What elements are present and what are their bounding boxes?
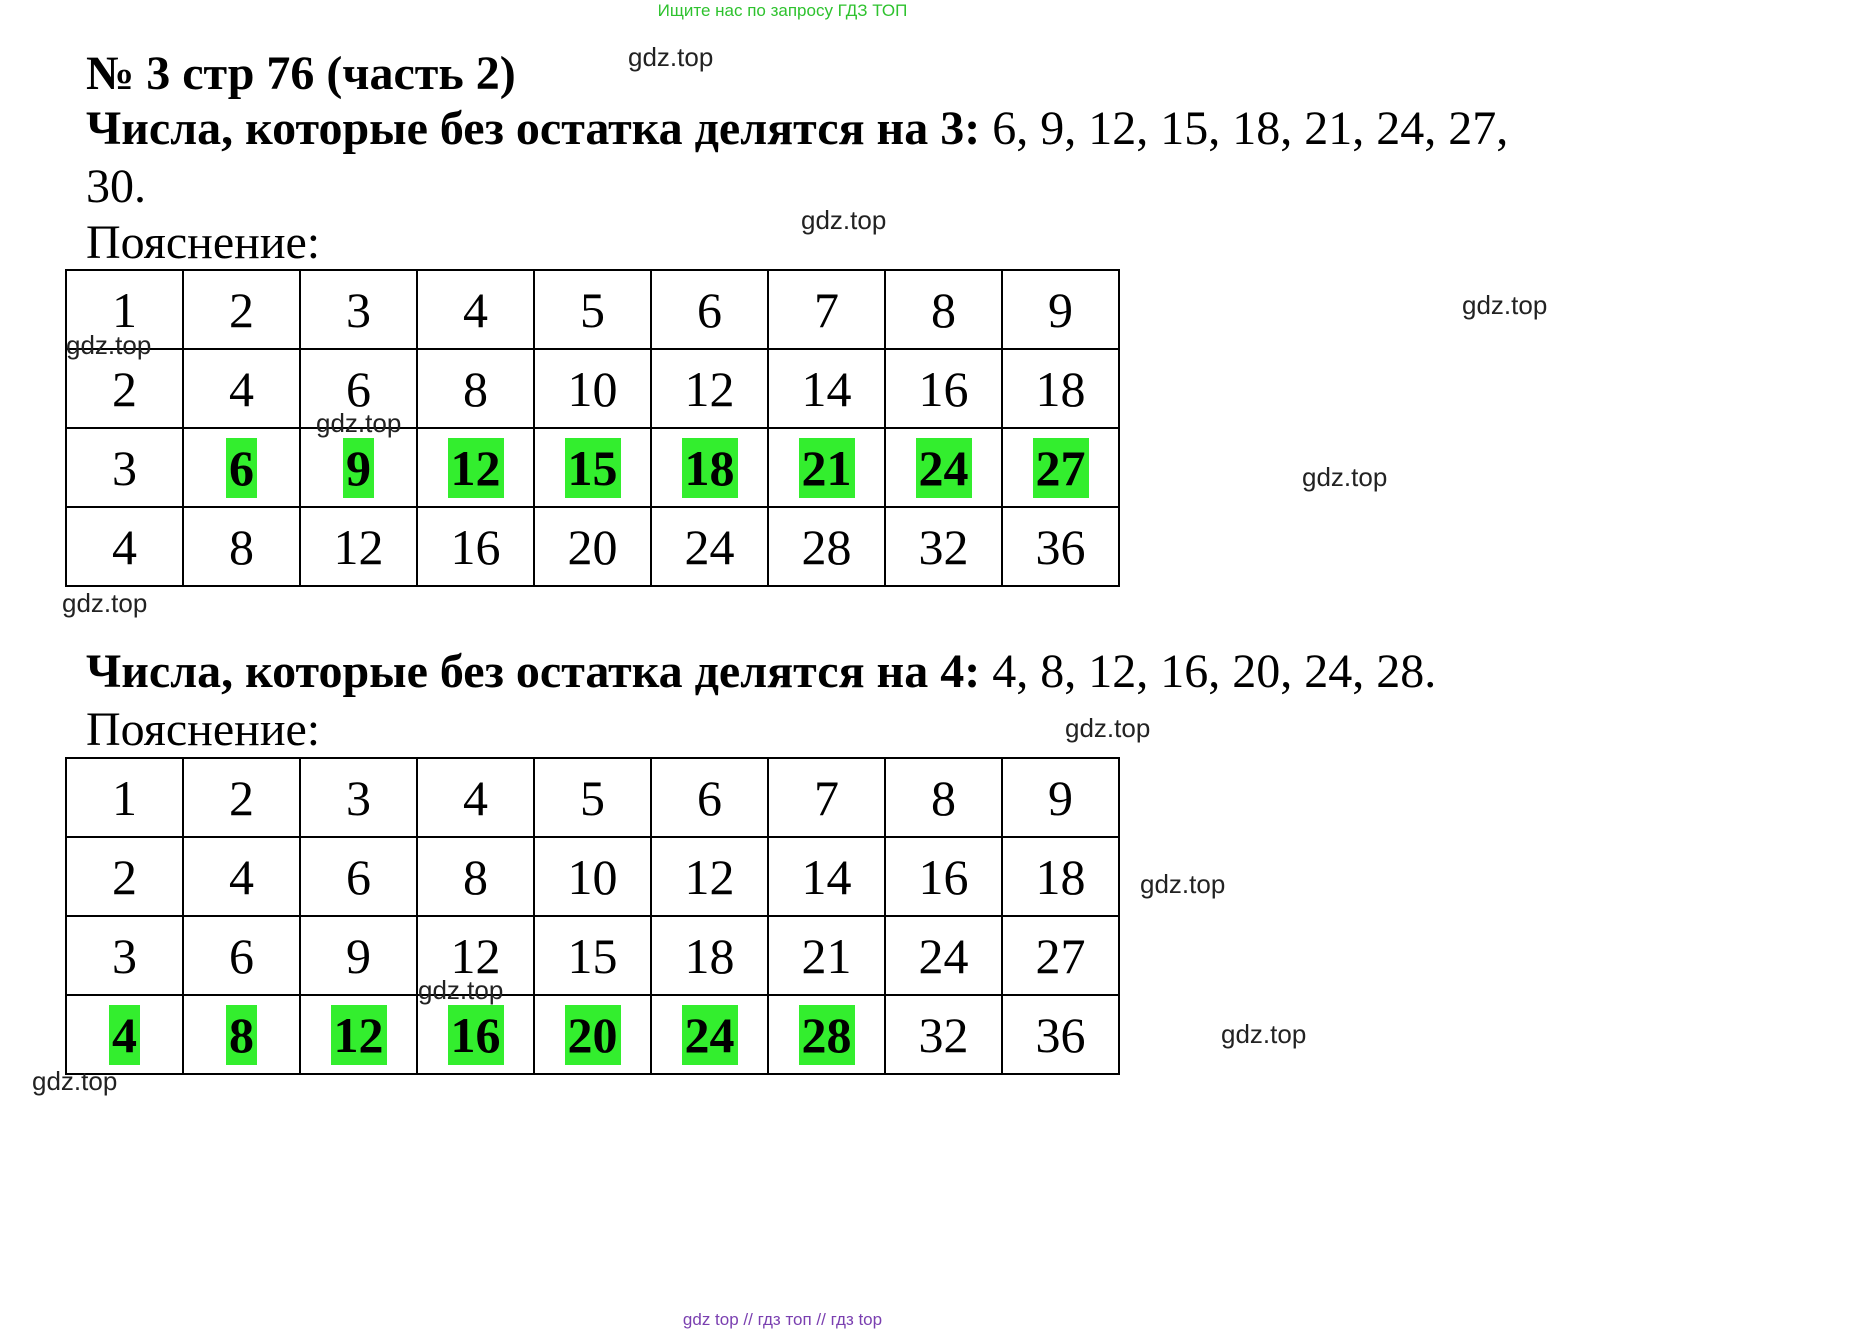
table-cell: 5 xyxy=(534,270,651,349)
table-cell: 4 xyxy=(183,349,300,428)
table-cell: 2 xyxy=(183,270,300,349)
table-cell: 1 xyxy=(66,270,183,349)
highlighted-number: 12 xyxy=(331,1005,387,1065)
table-cell xyxy=(66,995,183,1074)
table-cell: 28 xyxy=(768,507,885,586)
table-cell: 24 xyxy=(885,916,1002,995)
table-cell xyxy=(885,428,1002,507)
table-cell xyxy=(183,428,300,507)
highlighted-number: 8 xyxy=(226,1005,257,1065)
table-cell: 20 xyxy=(534,507,651,586)
table-cell xyxy=(651,428,768,507)
table-cell: 3 xyxy=(300,758,417,837)
table-cell: 3 xyxy=(66,916,183,995)
watermark: gdz.top xyxy=(62,588,148,618)
multiplication-table-2 xyxy=(65,757,1120,1075)
watermark: gdz.top xyxy=(1462,290,1548,320)
statement-answer-1: 6, 9, 12, 15, 18, 21, 24, 27, 30. xyxy=(86,102,1509,213)
watermark: gdz.top xyxy=(1065,713,1151,743)
table-cell: 18 xyxy=(1002,349,1119,428)
table-cell: 16 xyxy=(885,837,1002,916)
table-cell: 8 xyxy=(417,837,534,916)
highlighted-number: 16 xyxy=(448,1005,504,1065)
table-cell xyxy=(417,428,534,507)
table-cell: 12 xyxy=(651,837,768,916)
watermark: gdz.top xyxy=(801,205,887,235)
table-cell: 7 xyxy=(768,758,885,837)
statement-lead-1: Числа, которые без остатка делятся на 3: xyxy=(86,102,981,155)
table-cell: 4 xyxy=(417,758,534,837)
table-cell: 24 xyxy=(651,507,768,586)
table-cell: 12 xyxy=(417,916,534,995)
table-row xyxy=(66,349,1119,428)
table-cell xyxy=(651,995,768,1074)
table-cell xyxy=(300,995,417,1074)
highlighted-number: 24 xyxy=(682,1005,738,1065)
table-cell: 18 xyxy=(1002,837,1119,916)
table-cell: 9 xyxy=(300,916,417,995)
table-row xyxy=(66,428,1119,507)
statement-answer-2: 4, 8, 12, 16, 20, 24, 28. xyxy=(992,645,1437,698)
table-row xyxy=(66,758,1119,837)
watermark: gdz.top xyxy=(66,330,152,360)
table-cell: 4 xyxy=(417,270,534,349)
table-row xyxy=(66,837,1119,916)
watermark: gdz.top xyxy=(1302,462,1388,492)
table-cell xyxy=(417,995,534,1074)
table-cell xyxy=(534,428,651,507)
table-cell xyxy=(534,995,651,1074)
watermark: gdz.top xyxy=(1140,869,1226,899)
table-cell: 12 xyxy=(651,349,768,428)
table-cell: 18 xyxy=(651,916,768,995)
table-cell: 4 xyxy=(183,837,300,916)
table-cell: 14 xyxy=(768,349,885,428)
table-cell: 6 xyxy=(651,758,768,837)
table-cell: 8 xyxy=(885,758,1002,837)
explanation-label-2: Пояснение: xyxy=(86,703,321,756)
table-cell: 36 xyxy=(1002,995,1119,1074)
table-cell: 4 xyxy=(66,507,183,586)
watermark: gdz.top xyxy=(628,42,714,72)
highlighted-number: 6 xyxy=(226,438,257,498)
highlighted-number: 21 xyxy=(799,438,855,498)
table-cell: 1 xyxy=(66,758,183,837)
table-cell: 6 xyxy=(183,916,300,995)
table-cell: 6 xyxy=(300,349,417,428)
table-cell: 12 xyxy=(300,507,417,586)
table-cell: 6 xyxy=(300,837,417,916)
table-cell: 21 xyxy=(768,916,885,995)
table-cell xyxy=(183,995,300,1074)
table-cell: 9 xyxy=(1002,758,1119,837)
multiplication-table-1 xyxy=(65,269,1120,587)
table-cell: 8 xyxy=(417,349,534,428)
table-cell xyxy=(1002,428,1119,507)
answer-statement-2 xyxy=(86,643,1566,701)
table-cell: 10 xyxy=(534,349,651,428)
watermark: gdz.top xyxy=(418,975,504,1005)
table-cell: 32 xyxy=(885,995,1002,1074)
table-row xyxy=(66,995,1119,1074)
explanation-label-1: Пояснение: xyxy=(86,216,321,269)
table-cell: 9 xyxy=(1002,270,1119,349)
table-cell: 8 xyxy=(183,507,300,586)
highlighted-number: 20 xyxy=(565,1005,621,1065)
table-cell: 2 xyxy=(66,837,183,916)
table-cell: 3 xyxy=(66,428,183,507)
table-row xyxy=(66,507,1119,586)
table-cell: 8 xyxy=(885,270,1002,349)
page-title: № 3 стр 76 (часть 2) xyxy=(86,47,516,100)
watermark: gdz.top xyxy=(316,408,402,438)
table-cell: 5 xyxy=(534,758,651,837)
table-cell: 36 xyxy=(1002,507,1119,586)
highlighted-number: 9 xyxy=(343,438,374,498)
table-cell: 32 xyxy=(885,507,1002,586)
highlighted-number: 28 xyxy=(799,1005,855,1065)
statement-lead-2: Числа, которые без остатка делятся на 4: xyxy=(86,645,981,698)
table-cell: 16 xyxy=(417,507,534,586)
table-cell: 7 xyxy=(768,270,885,349)
table-cell: 15 xyxy=(534,916,651,995)
answer-statement-1 xyxy=(86,100,1566,216)
top-banner: Ищите нас по запросу ГДЗ ТОП xyxy=(657,1,908,20)
table-row xyxy=(66,916,1119,995)
table-cell xyxy=(300,428,417,507)
table-cell xyxy=(768,428,885,507)
table-cell: 14 xyxy=(768,837,885,916)
table-row xyxy=(66,270,1119,349)
highlighted-number: 27 xyxy=(1033,438,1089,498)
highlighted-number: 18 xyxy=(682,438,738,498)
table-cell: 16 xyxy=(885,349,1002,428)
table-cell: 2 xyxy=(66,349,183,428)
table-cell: 3 xyxy=(300,270,417,349)
table-cell xyxy=(768,995,885,1074)
watermark: gdz.top xyxy=(1221,1019,1307,1049)
watermark: gdz.top xyxy=(32,1066,118,1096)
table-cell: 6 xyxy=(651,270,768,349)
table-cell: 10 xyxy=(534,837,651,916)
highlighted-number: 15 xyxy=(565,438,621,498)
highlighted-number: 4 xyxy=(109,1005,140,1065)
highlighted-number: 24 xyxy=(916,438,972,498)
table-cell: 2 xyxy=(183,758,300,837)
table-cell: 27 xyxy=(1002,916,1119,995)
bottom-banner: gdz top // гдз топ // гдз top xyxy=(682,1310,883,1329)
highlighted-number: 12 xyxy=(448,438,504,498)
